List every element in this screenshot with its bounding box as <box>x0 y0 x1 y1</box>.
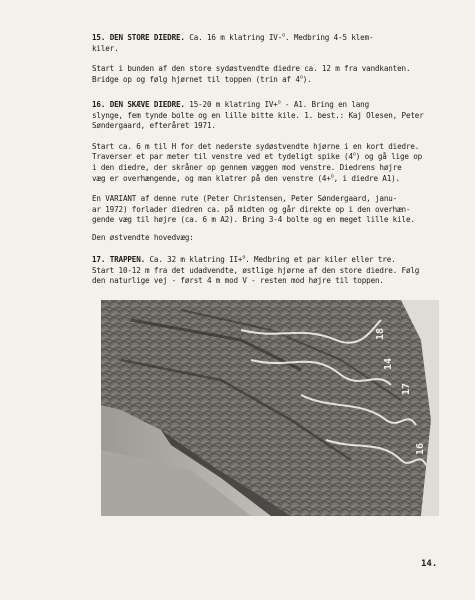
route-17-title: 17. TRAPPEN. Ca. 32 m klatring II+$^o$. Medbring et par kiler eller tre. <box>92 254 396 264</box>
route-17-block <box>92 255 444 287</box>
route-16-line3: Søndergaard, efteråret 1971. <box>92 121 216 131</box>
route-15-title: 15. DEN STORE DIEDRE. Ca. 16 m klatring IV-$^o$. Medbring 4-5 klem- <box>92 32 374 42</box>
page-number: 14. <box>421 559 438 569</box>
cliff-photo-drawing <box>101 300 439 516</box>
route-15-block <box>92 33 444 85</box>
route-16-description: Start ca. 6 m til H for det nederste sydøstvendte hjørne i en kort diedre. Traverser et par meter til venstre ved et tydeligt spike (4$^o$) og gå lige op i den diedre, der skråner op gennem væggen mod venstre. Diedrens højre væg er overhængende, og man klatrer på den venstre (4+$^o$, i diedre A1). <box>92 141 423 183</box>
route-16-title: 16. DEN SKÆVE DIEDRE. 15-20 m klatring IV+$^o$ - A1. Bring en lang <box>92 99 370 109</box>
route-16-block <box>92 100 444 226</box>
route-label-17: 17 <box>401 382 412 395</box>
section-heading: Den østvendte hovedvæg: <box>92 233 194 242</box>
route-17-line2: Start 10-12 m fra det udadvendte, østlige hjørne af den store diedre. Følg <box>92 265 420 275</box>
route-label-18: 18 <box>375 327 386 340</box>
section-heading-block <box>92 233 444 244</box>
route-label-16: 16 <box>415 442 426 455</box>
route-15-line2: kiler. <box>92 43 119 53</box>
route-15-description: Start i bunden af den store sydøstvendte diedre ca. 12 m fra vandkanten. Bridge op og følg hjørnet til toppen (trin af 4$^o$). <box>92 64 411 84</box>
route-17-line3: den naturlige vej - først 4 m mod V - resten mod højre til toppen. <box>92 276 384 286</box>
route-16-variant: En VARIANT af denne rute (Peter Christensen, Peter Søndergaard, janu- ar 1972) forlader diedren ca. på midten og går direkte op i den overhæn- gende væg til højre (ca. 6 m A2). Bring 3-4 bolte og en meget lille kile. <box>92 194 415 225</box>
route-16-line2: slynge, fem tynde bolte og en lille bitte kile. 1. best.: Kaj Olesen, Peter <box>92 110 424 120</box>
cliff-photograph <box>101 300 439 516</box>
route-label-14: 14 <box>383 357 394 370</box>
